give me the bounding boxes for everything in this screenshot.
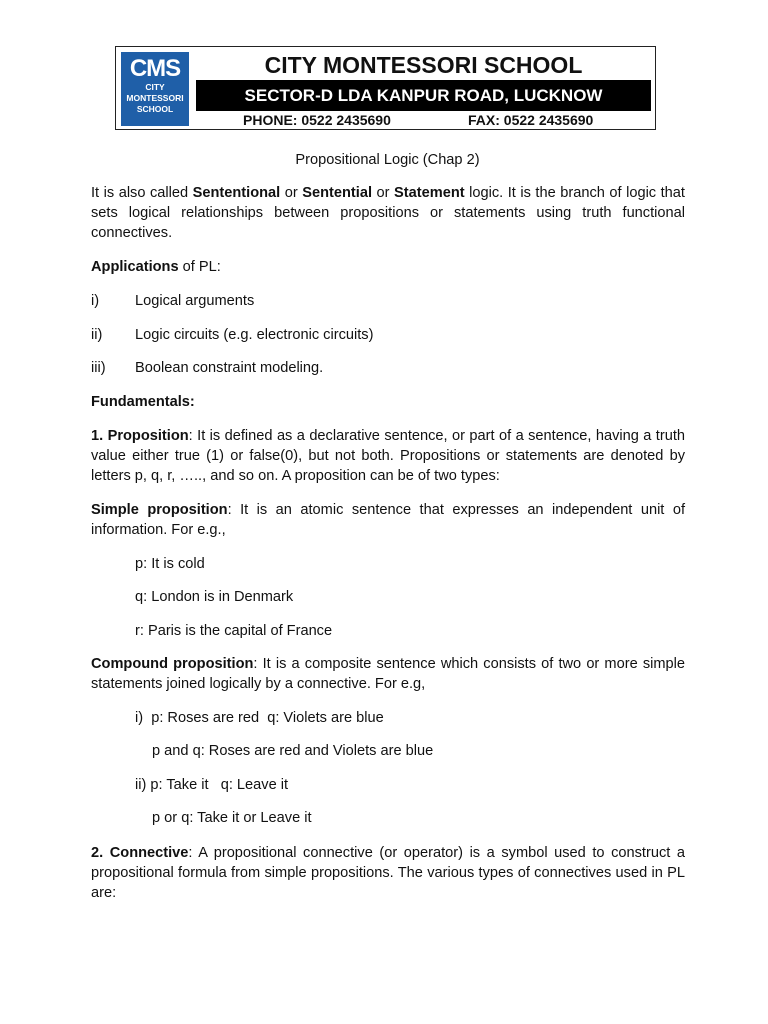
fundamentals-heading-text: Fundamentals: (91, 394, 195, 410)
document-title: Propositional Logic (Chap 2) (295, 152, 480, 168)
simple-proposition-label: Simple proposition (91, 502, 228, 518)
compound-example-2: ii) p: Take it q: Leave it (135, 777, 289, 793)
connective-paragraph (91, 843, 685, 903)
contact-line (196, 111, 651, 129)
simple-proposition-paragraph (91, 500, 685, 540)
intro-term-3: Statement (394, 185, 465, 201)
list-item-number: ii) (91, 327, 103, 343)
list-item: Logical arguments (135, 293, 255, 309)
logo-line-3: SCHOOL (136, 104, 174, 114)
intro-term-2: Sentential (302, 185, 373, 201)
compound-proposition-paragraph (91, 654, 685, 694)
school-logo (121, 52, 189, 126)
fax-number: FAX: 0522 2435690 (468, 112, 594, 128)
applications-heading-rest: of PL: (178, 259, 221, 275)
intro-text-1: It is also called (91, 185, 193, 201)
school-letterhead (115, 46, 656, 130)
phone-number: PHONE: 0522 2435690 (243, 112, 391, 128)
list-item: Logic circuits (e.g. electronic circuits) (135, 327, 374, 343)
logo-line-2: MONTESSORI (126, 93, 184, 103)
simple-example: q: London is in Denmark (135, 589, 294, 605)
compound-proposition-label: Compound proposition (91, 656, 254, 672)
school-name: CITY MONTESSORI SCHOOL (264, 52, 583, 78)
compound-example-1-result: p and q: Roses are red and Violets are blue (152, 743, 434, 759)
compound-proposition-text: : It is a composite sentence which consists of two or more simple statements joined logically by a connective. For e.g, (91, 656, 685, 692)
simple-example: r: Paris is the capital of France (135, 623, 333, 639)
fundamentals-heading (91, 392, 685, 412)
intro-paragraph (91, 183, 685, 243)
list-item-number: i) (91, 293, 100, 309)
school-address: SECTOR-D LDA KANPUR ROAD, LUCKNOW (196, 80, 651, 111)
simple-proposition-text: : It is an atomic sentence that expresses an independent unit of information. For e.g., (91, 502, 686, 538)
intro-text-2: or (280, 185, 303, 201)
intro-text-3: or (372, 185, 395, 201)
proposition-label: 1. Proposition (91, 428, 189, 444)
list-item: Boolean constraint modeling. (135, 360, 324, 376)
list-item-number: iii) (91, 360, 106, 376)
applications-heading (91, 257, 685, 277)
proposition-text: : It is defined as a declarative sentence, or part of a sentence, having a truth value either true (1) or false(0), but not both. Propositions or statements are denoted by letters p, q, r, ….., and so on. A proposition can be of two types: (91, 428, 686, 484)
proposition-paragraph (91, 426, 685, 486)
connective-label: 2. Connective (91, 845, 189, 861)
logo-mark: CMS (129, 55, 181, 82)
intro-text-4: logic. It is the branch of logic that sets logical relationships between propositions or statements using truth functional connectives. (91, 185, 685, 241)
simple-example: p: It is cold (135, 556, 205, 572)
intro-term-1: Sententional (192, 185, 281, 201)
connective-text: : A propositional connective (or operator) is a symbol used to construct a propositional formula from simple propositions. The various types of connectives used in PL are: (91, 845, 685, 901)
applications-heading-bold: Applications (91, 259, 179, 275)
compound-example-1: i) p: Roses are red q: Violets are blue (135, 710, 384, 726)
logo-line-1: CITY (145, 82, 165, 92)
compound-example-2-result: p or q: Take it or Leave it (152, 810, 312, 826)
